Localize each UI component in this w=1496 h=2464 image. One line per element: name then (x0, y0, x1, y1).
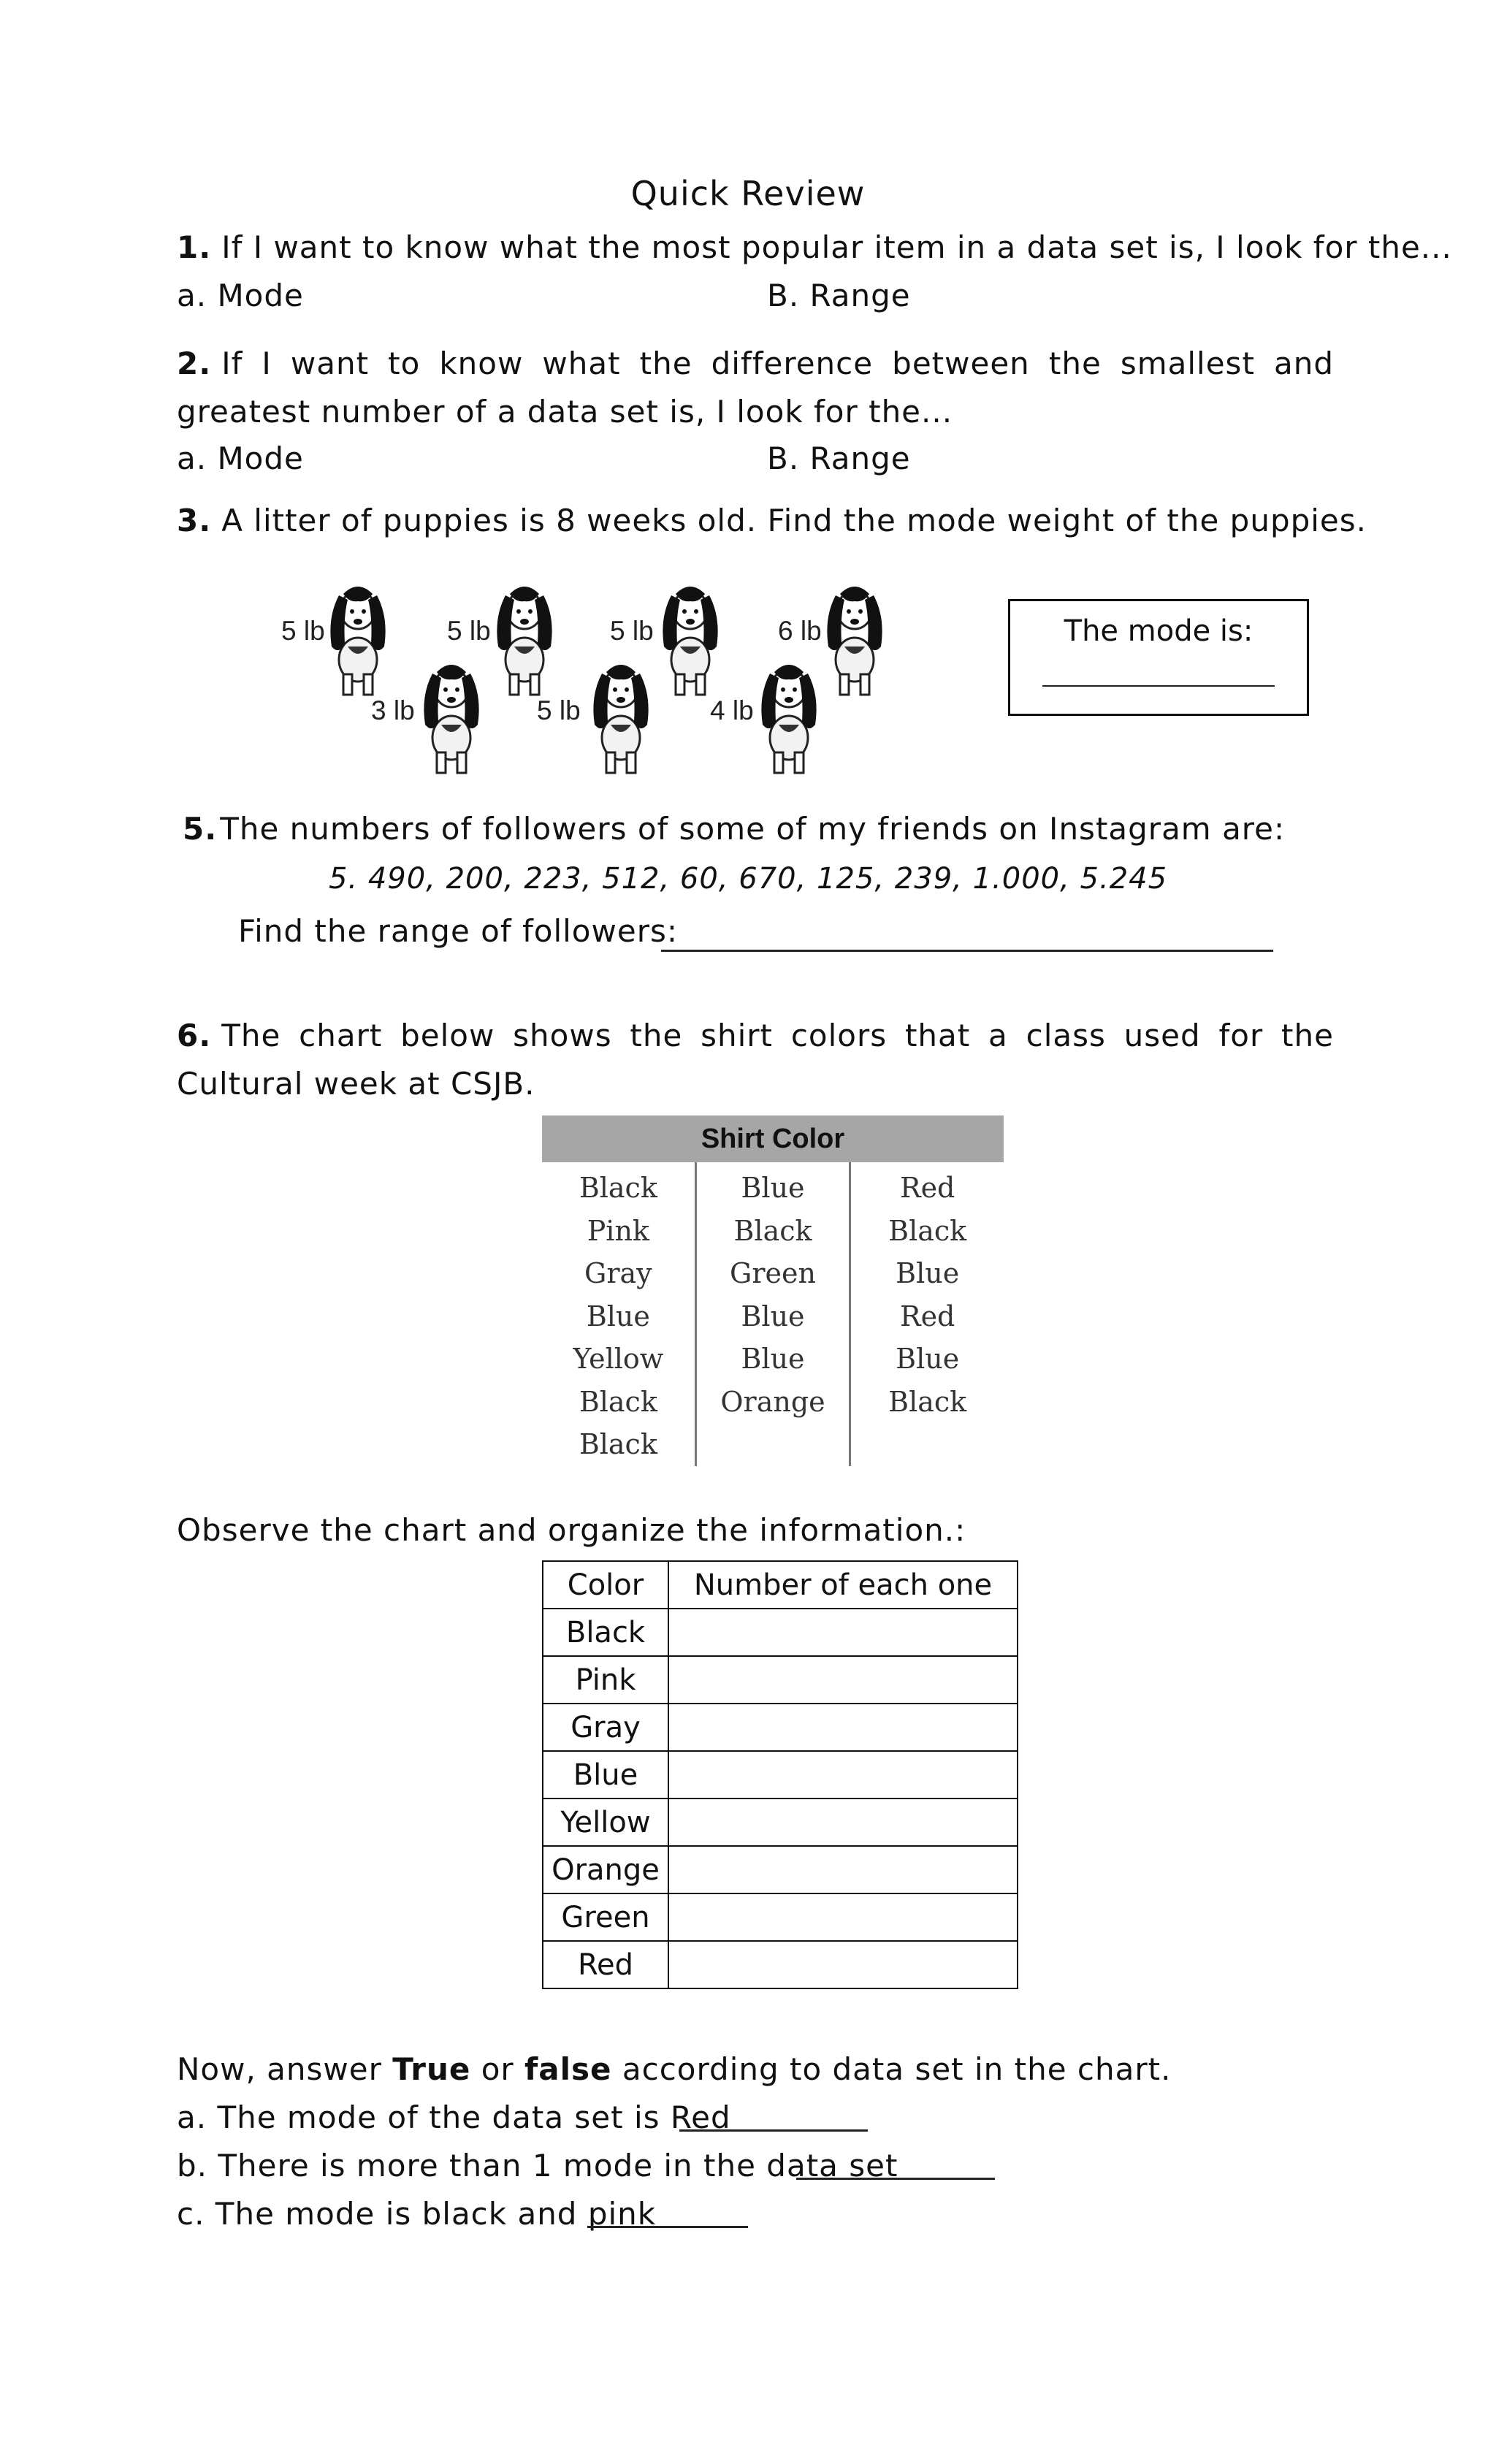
puppy-weight-label: 4 lb (710, 695, 754, 725)
followers-data: 5. 490, 200, 223, 512, 60, 670, 125, 239, 1.000, 5.245 (328, 862, 1168, 896)
true-false-instruction (177, 2051, 1171, 2087)
true-keyword: True (392, 2051, 471, 2087)
shirt-cell: Blue (741, 1300, 805, 1332)
tf-statement-b: b. There is more than 1 mode in the data set (177, 2148, 898, 2183)
shirt-cell: Yellow (573, 1343, 664, 1375)
table-row (543, 1799, 1018, 1846)
puppy-weight-label: 5 lb (537, 695, 581, 725)
instruction-text: or (470, 2051, 525, 2087)
shirt-cell: Blue (741, 1172, 805, 1204)
shirt-chart-header: Shirt Color (542, 1115, 1004, 1162)
count-cell[interactable] (668, 1609, 1018, 1656)
shirt-cell: Black (579, 1172, 657, 1204)
shirt-cell: Red (899, 1172, 955, 1204)
shirt-cell: Black (888, 1214, 967, 1247)
shirt-cell (697, 1423, 850, 1466)
range-answer-line[interactable] (661, 950, 1273, 952)
table-row (543, 1893, 1018, 1941)
shirt-cell: Black (579, 1428, 657, 1460)
table-row (543, 1656, 1018, 1704)
table-row (543, 1751, 1018, 1799)
shirt-cell: Blue (896, 1257, 960, 1289)
table-header-color: Color (543, 1561, 668, 1609)
shirt-cell: Gray (584, 1257, 652, 1289)
shirt-cell: Blue (741, 1343, 805, 1375)
question-number: 3. (177, 503, 212, 538)
color-cell: Blue (543, 1751, 668, 1799)
q2-option-a: a. Mode (177, 440, 304, 476)
color-cell: Red (543, 1941, 668, 1988)
shirt-color-chart (542, 1115, 1004, 1466)
mode-answer-line[interactable] (1042, 685, 1275, 687)
shirt-cell: Orange (720, 1385, 825, 1418)
count-cell[interactable] (668, 1846, 1018, 1893)
table-header-row (543, 1561, 1018, 1609)
shirt-cell: Blue (896, 1343, 960, 1375)
question-number: 2. (177, 346, 212, 381)
question-number: 5. (183, 811, 218, 847)
question-text: A litter of puppies is 8 weeks old. Find the mode weight of the puppies. (221, 503, 1367, 538)
question-number: 6. (177, 1018, 212, 1053)
range-prompt: Find the range of followers: (238, 913, 678, 949)
tf-statement-a: a. The mode of the data set is Red (177, 2099, 731, 2135)
shirt-cell: Black (733, 1214, 812, 1247)
false-keyword: false (524, 2051, 612, 2087)
question-text: If I want to know what the most popular item in a data set is, I look for the... (221, 229, 1452, 265)
count-cell[interactable] (668, 1704, 1018, 1751)
shirt-cell: Black (888, 1385, 967, 1418)
color-cell: Yellow (543, 1799, 668, 1846)
shirt-column-2 (695, 1162, 850, 1466)
mode-answer-box (1008, 599, 1309, 716)
color-cell: Pink (543, 1656, 668, 1704)
shirt-cell: Green (730, 1257, 816, 1289)
shirt-cell: Blue (586, 1300, 650, 1332)
page-title: Quick Review (630, 174, 866, 213)
q1-option-a: a. Mode (177, 278, 304, 313)
table-row (543, 1846, 1018, 1893)
count-cell[interactable] (668, 1941, 1018, 1988)
question-text: The numbers of followers of some of my friends on Instagram are: (220, 811, 1286, 847)
puppy-icon (654, 573, 727, 698)
puppy-weight-label: 5 lb (610, 616, 654, 646)
shirt-column-3 (849, 1162, 1004, 1466)
table-row (543, 1941, 1018, 1988)
count-cell[interactable] (668, 1893, 1018, 1941)
puppy-icon (752, 652, 825, 776)
tf-answer-line-b[interactable] (796, 2178, 995, 2180)
question-text: The chart below shows the shirt colors that a class used for the Cultural week at CSJB. (177, 1018, 1334, 1102)
q1-option-b: B. Range (767, 278, 911, 313)
instruction-text: Now, answer (177, 2051, 393, 2087)
color-cell: Orange (543, 1846, 668, 1893)
question-number: 1. (177, 229, 212, 265)
mode-answer-label: The mode is: (1064, 614, 1253, 648)
shirt-column-1 (542, 1162, 695, 1466)
puppy-weight-label: 6 lb (778, 616, 822, 646)
puppy-weight-label: 5 lb (281, 616, 325, 646)
table-header-count: Number of each one (668, 1561, 1018, 1609)
puppy-weight-label: 3 lb (371, 695, 415, 725)
question-5 (183, 811, 1285, 847)
table-row (543, 1609, 1018, 1656)
q2-option-b: B. Range (767, 440, 911, 476)
color-cell: Green (543, 1893, 668, 1941)
shirt-cell: Pink (587, 1214, 649, 1247)
question-1 (177, 229, 1452, 265)
count-cell[interactable] (668, 1656, 1018, 1704)
question-2 (177, 340, 1334, 436)
color-cell: Black (543, 1609, 668, 1656)
color-cell: Gray (543, 1704, 668, 1751)
organize-table (542, 1560, 1018, 1989)
puppy-icon (415, 652, 488, 776)
puppy-icon (818, 573, 891, 698)
question-6 (177, 1012, 1334, 1108)
instruction-text: according to data set in the chart. (611, 2051, 1172, 2087)
shirt-cell: Black (579, 1385, 657, 1418)
tf-answer-line-a[interactable] (679, 2129, 868, 2132)
tf-answer-line-c[interactable] (587, 2226, 748, 2228)
puppy-weight-label: 5 lb (447, 616, 491, 646)
shirt-cell: Red (899, 1300, 955, 1332)
observe-instruction: Observe the chart and organize the information.: (177, 1512, 966, 1548)
table-row (543, 1704, 1018, 1751)
puppy-icon (488, 573, 561, 698)
puppy-icon (321, 573, 394, 698)
question-3 (177, 503, 1367, 538)
question-text: If I want to know what the difference between the smallest and greatest number of a data set is, I look for the... (177, 346, 1334, 430)
count-cell[interactable] (668, 1751, 1018, 1799)
puppy-icon (584, 652, 657, 776)
tf-statement-c: c. The mode is black and pink (177, 2196, 657, 2232)
count-cell[interactable] (668, 1799, 1018, 1846)
